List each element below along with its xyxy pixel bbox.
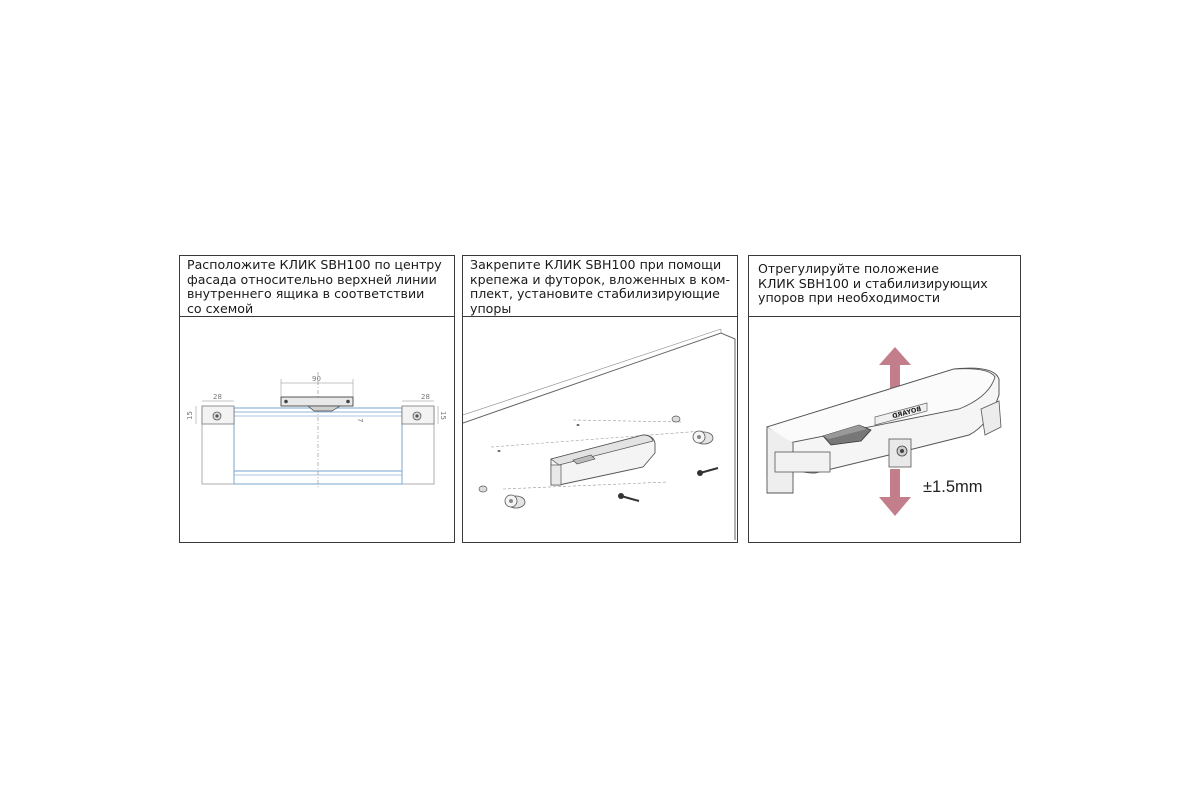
- dowel-icon: [505, 495, 525, 508]
- step-3-caption: [749, 256, 1020, 317]
- dim-28-right-label: 28: [421, 393, 430, 401]
- dim-15-right-label: 15: [439, 411, 447, 420]
- caption-line: внутреннего ящика в соответствии: [187, 286, 425, 302]
- adjustment-drawing: [749, 317, 1020, 543]
- caption-line: КЛИК SBH100 и стабилизирующих: [758, 275, 988, 291]
- caption-line: со схемой: [187, 300, 254, 316]
- placement-scheme-drawing: [180, 317, 454, 543]
- step-1-panel: [179, 255, 455, 543]
- washer-icon: [672, 416, 680, 422]
- caption-line: упоров при необходимости: [758, 290, 941, 306]
- dowel-icon: [693, 431, 713, 444]
- caption-line: фасада относительно верхней линии: [187, 271, 437, 287]
- caption-line: Расположите КЛИК SBH100 по центру: [187, 257, 442, 272]
- dim-28-left-label: 28: [213, 393, 222, 401]
- caption-line: Закрепите КЛИК SBH100 при помощи: [470, 257, 722, 272]
- step-3-panel: [748, 255, 1021, 543]
- step-1-caption: [180, 256, 454, 317]
- boyard-logo: BOYARD: [891, 404, 923, 421]
- dim-7-label: 7: [356, 418, 364, 423]
- dim-90-label: 90: [312, 375, 321, 383]
- screw-icon: [618, 493, 639, 501]
- step-2-caption: [463, 256, 737, 317]
- dim-15-left-label: 15: [186, 411, 194, 420]
- step-2-panel: [462, 255, 738, 543]
- mounting-drawing: [463, 317, 737, 543]
- screw-icon: [697, 468, 718, 476]
- washer-icon: [479, 486, 487, 492]
- caption-line: плект, установите стабилизирующие: [470, 286, 720, 302]
- arrow-down-icon: [879, 469, 911, 516]
- caption-line: Отрегулируйте положение: [758, 261, 939, 276]
- adjustment-range-label: ±1.5mm: [923, 478, 983, 496]
- caption-line: крепежа и футорок, вложенных в ком-: [470, 271, 731, 287]
- caption-line: упоры: [470, 300, 512, 316]
